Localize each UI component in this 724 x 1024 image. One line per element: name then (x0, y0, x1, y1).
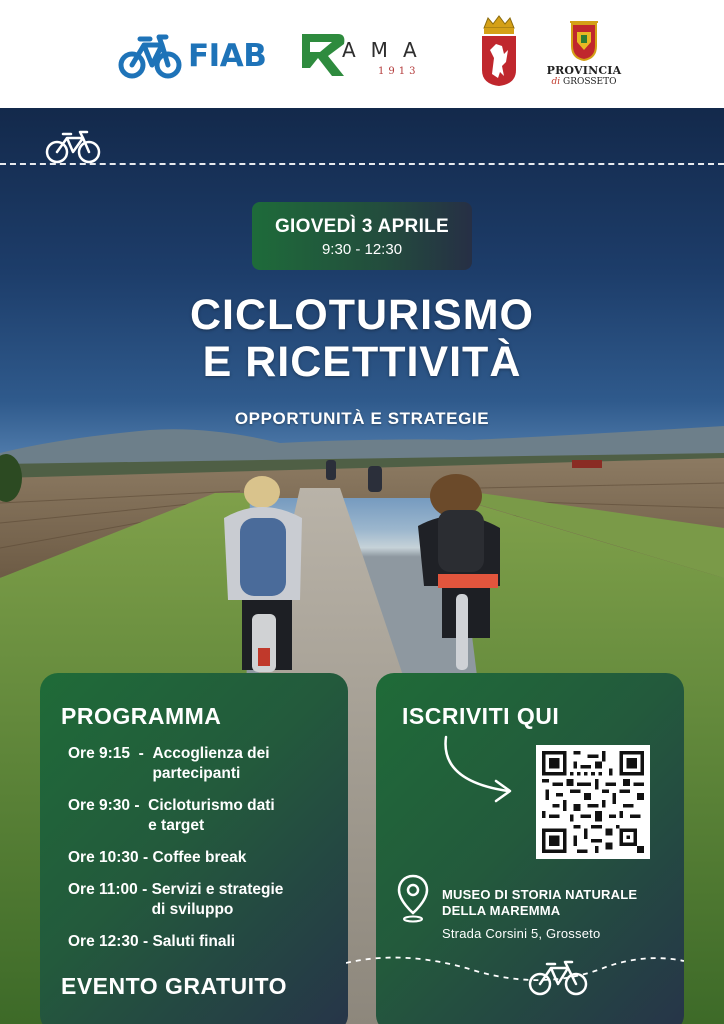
crest-icon (480, 14, 518, 88)
programma-time: Ore 12:30 - (68, 933, 153, 950)
programma-heading: PROGRAMMA (61, 703, 222, 729)
provincia-label: PROVINCIA (546, 64, 622, 77)
province-crest-icon (567, 20, 601, 62)
programma-item (68, 932, 348, 952)
comune-grosseto-crest (480, 14, 518, 88)
location-pin-icon (396, 873, 430, 923)
programma-item (68, 848, 348, 868)
programma-text: Coffee break (152, 849, 247, 866)
programma-text: Accoglienza dei partecipanti (152, 745, 270, 782)
programma-panel (40, 673, 348, 1024)
title-line-1: CICLOTURISMO (189, 291, 535, 339)
programma-item (68, 744, 348, 784)
venue-address: Strada Corsini 5, Grosseto (442, 926, 601, 941)
dashed-route-line (0, 163, 724, 165)
programma-time: Ore 9:30 - (68, 797, 149, 814)
programma-item (68, 796, 348, 836)
fiab-logo (118, 30, 266, 82)
bicycle-icon (528, 959, 588, 997)
programma-item (68, 880, 348, 920)
rama-wordmark: AMA (342, 38, 432, 62)
programma-time: Ore 9:15 - (68, 745, 153, 762)
curved-arrow-icon (436, 731, 526, 811)
programma-text: Servizi e strategie di sviluppo (151, 881, 284, 918)
rama-logo (298, 28, 438, 84)
rama-year: 1913 (378, 66, 420, 77)
provincia-grosseto-logo (546, 20, 622, 87)
venue-name: MUSEO DI STORIA NATURALE DELLA MAREMMA (442, 887, 638, 918)
title-line-2: E RICETTIVITÀ (202, 338, 522, 386)
event-date-badge (252, 202, 472, 270)
rama-r-mark (298, 28, 348, 80)
registration-heading: ISCRIVITI QUI (402, 703, 560, 729)
programma-time: Ore 11:00 - (68, 881, 152, 898)
dashed-route-line (346, 945, 684, 1005)
programma-text: Cicloturismo dati e target (148, 797, 275, 834)
bicycle-icon (45, 130, 101, 166)
provincia-name: di GROSSETO (551, 77, 617, 87)
fiab-wordmark: FIAB (188, 38, 267, 74)
programma-list (68, 744, 348, 964)
event-subtitle: OPPORTUNITÀ E STRATEGIE (234, 409, 490, 428)
programma-time: Ore 10:30 - (68, 849, 153, 866)
event-time: 9:30 - 12:30 (321, 241, 403, 258)
event-title (0, 292, 724, 386)
event-date: GIOVEDÌ 3 APRILE (274, 216, 450, 237)
programma-text: Saluti finali (152, 933, 236, 950)
bicycle-icon (118, 31, 182, 81)
free-event-label: EVENTO GRATUITO (61, 973, 288, 999)
registration-panel (376, 673, 684, 1024)
qr-code-icon (542, 751, 644, 853)
registration-qr-code[interactable] (536, 745, 650, 859)
logo-header (0, 0, 724, 108)
